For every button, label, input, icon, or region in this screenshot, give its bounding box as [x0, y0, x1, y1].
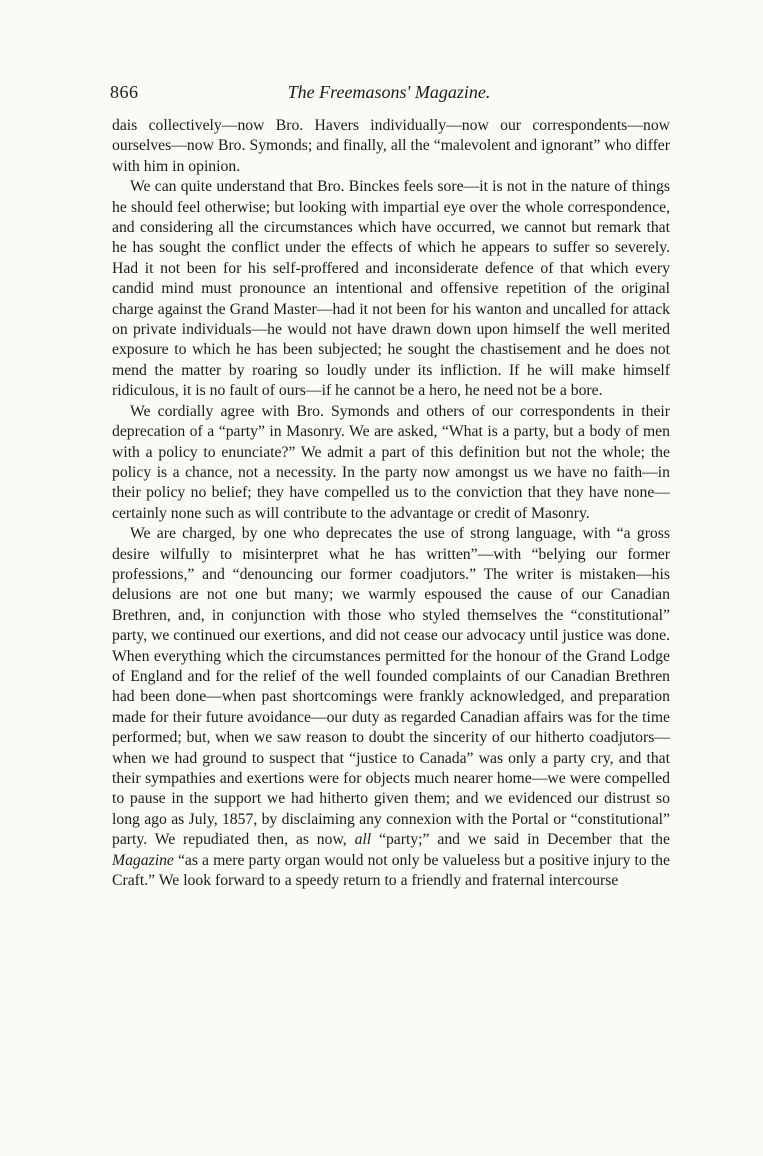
paragraph-4-text-c: “as a mere party organ would not only be valueless but a positive injury to the Craft.” We look forward to a speedy return to a friendly and fraternal intercourse: [112, 851, 670, 890]
running-title: The Freemasons' Magazine.: [287, 82, 491, 102]
paragraph-4-text-a: We are charged, by one who deprecates the use of strong language, with “a gross desire wilfully to misinterpret what he has written”—with “belying our former professions,” and “denouncing our former coadjutors.” The writer is mistaken—his delusions are not one but many; we warmly espoused the cause of our Canadian Brethren, and, in conjunction with those who styled themselves the “constitutional” party, we continued our exertions, and did not cease our advocacy until justice was done. When everything which the circumstances permitted for the honour of the Grand Lodge of England and for the relief of the well founded complaints of our Canadian Brethren had been done—when past shortcomings were frankly acknowledged, and preparation made for their future avoidance—our duty as regarded Canadian affairs was for the time performed; but, when we saw reason to doubt the sincerity of our hitherto coadjutors—when we had ground to suspect that “justice to Canada” was only a party cry, and that their sympathies and exertions were for objects much nearer home—we were compelled to pause in the support we had hitherto given them; and we evidenced our distrust so long ago as July, 1857, by disclaiming any connexion with the Portal or “constitutional” party. We repudiated then, as now,: [112, 525, 670, 849]
article-body: [112, 116, 670, 891]
paragraph-4: [112, 524, 670, 891]
emphasis-magazine: Magazine: [112, 851, 174, 869]
page-number: 866: [110, 82, 139, 102]
paragraph-2: We can quite understand that Bro. Binckes feels sore—it is not in the nature of things he should feel otherwise; but looking with impartial eye over the whole correspondence, and considering all the circumstances which have occurred, we cannot but remark that he has sought the conflict under the effects of which he appears to suffer so severely. Had it not been for his self-proffered and inconsiderate defence of that which every candid mind must pronounce an intentional and offensive repetition of the original charge against the Grand Master—had it not been for his wanton and uncalled for attack on private individuals—he would not have drawn down upon himself the well merited exposure to which he has been subjected; he sought the chastisement and he does not mend the matter by roaring so loudly under its infliction. If he will make himself ridiculous, it is no fault of ours—if he cannot be a hero, he need not be a bore.: [112, 178, 670, 400]
paragraph-3: We cordially agree with Bro. Symonds and others of our correspondents in their deprecation of a “party” in Masonry. We are asked, “What is a party, but a body of men with a policy to enunciate?” We admit a part of this definition but not the whole; the policy is a chance, not a necessity. In the party now amongst us we have no faith—in their policy no belief; they have compelled us to the conviction that they have none—certainly none such as will contribute to the advantage or credit of Masonry.: [112, 402, 670, 522]
paragraph-1: dais collectively—now Bro. Havers individually—now our correspondents—now ourselves—now Bro. Symonds; and finally, all the “malevolent and ignorant” who differ with him in opinion.: [112, 117, 670, 175]
paragraph-4-text-b: “party;” and we said in December that the: [371, 831, 670, 849]
page-header: [110, 82, 668, 106]
emphasis-all: all: [354, 831, 372, 849]
